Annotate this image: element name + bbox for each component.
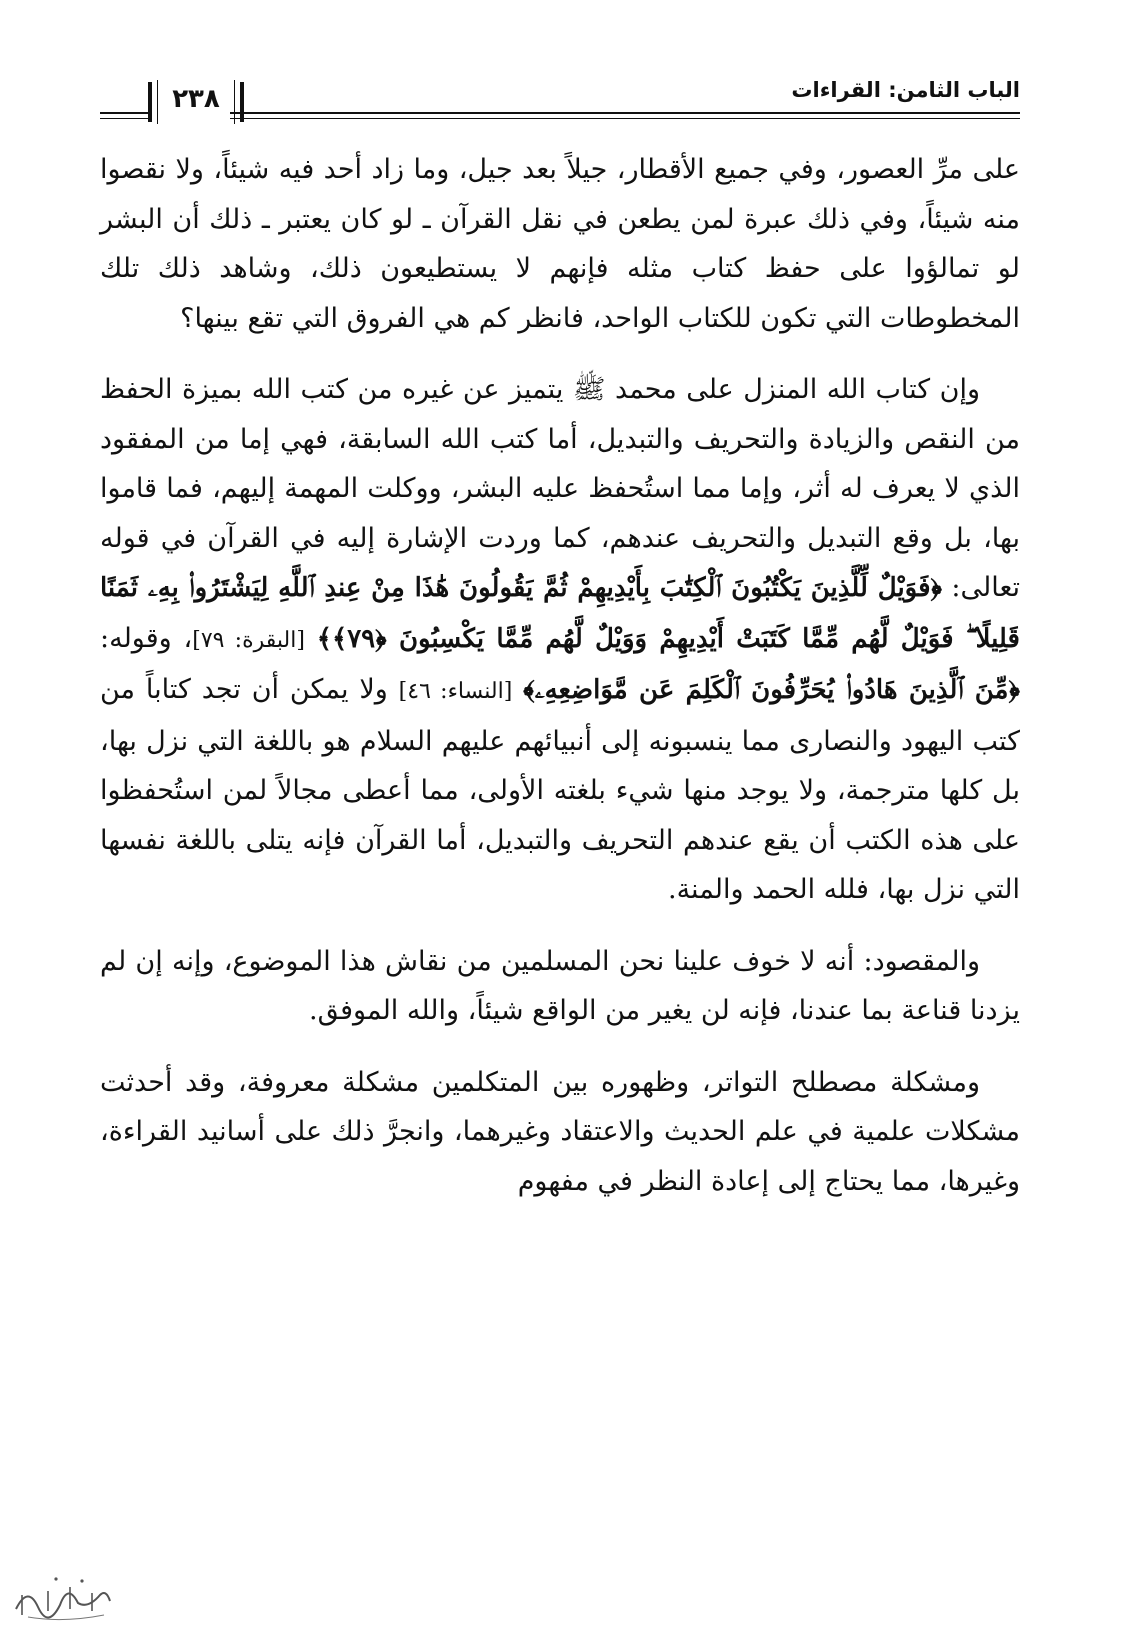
paragraph-gap (100, 915, 1020, 937)
page-header (100, 68, 1020, 128)
quran-verse-baqarah-79: ﴿فَوَيْلٌ لِّلَّذِينَ يَكْتُبُونَ ٱلْكِتَٰبَ بِأَيْدِيهِمْ ثُمَّ يَقُولُونَ هَٰذَا مِنْ عِندِ ٱللَّهِ لِيَشْتَرُوا۟ بِهِۦ ثَمَنًا قَلِيلًا ۖ فَوَيْلٌ لَّهُم مِّمَّا كَتَبَتْ أَيْدِيهِمْ وَوَيْلٌ لَّهُم مِّمَّا يَكْسِبُونَ ﴿٧٩﴾﴾ (100, 573, 1020, 654)
quran-verse-nisa-46: ﴿مِّنَ ٱلَّذِينَ هَادُوا۟ يُحَرِّفُونَ ٱلْكَلِمَ عَن مَّوَاضِعِهِۦ﴾ (523, 675, 1020, 705)
paragraph-gap (100, 343, 1020, 365)
chapter-title: الباب الثامن: القراءات (791, 78, 1020, 102)
paragraph-2-outro: ولا يمكن أن تجد كتاباً من كتب اليهود والنصارى مما ينسبونه إلى أنبيائهم عليهم السلام هو باللغة التي نزل بها، بل كلها مترجمة، ولا يوجد منها شيء بلغته الأولى، مما أعطى مجالاً لمن استُحفظوا على هذه الكتب أن يقع عندهم التحريف والتبديل، أما القرآن فإنه يتلى باللغة نفسها التي نزل بها، فلله الحمد والمنة. (100, 674, 1020, 905)
page-number: ٢٣٨ (172, 84, 220, 114)
paragraph-3: والمقصود: أنه لا خوف علينا نحن المسلمين من نقاش هذا الموضوع، وإنه إن لم يزدنا قناعة بما عندنا، فإنه لن يغير من الواقع شيئاً، والله الموفق. (100, 945, 1020, 1026)
verse-reference-baqarah: [البقرة: ٧٩] (192, 627, 305, 653)
main-text (100, 145, 1020, 1206)
header-rule-thick (230, 112, 1020, 114)
page-number-frame (148, 82, 244, 122)
paragraph-4: ومشكلة مصطلح التواتر، وظهوره بين المتكلمين مشكلة معروفة، وقد أحدثت مشكلات علمية في علم الحديث والاعتقاد وغيرهما، وانجرَّ ذلك على أسانيد القراءة، وغيرها، مما يحتاج إلى إعادة النظر في مفهوم (100, 1066, 1020, 1197)
paragraph-1: على مرِّ العصور، وفي جميع الأقطار، جيلاً بعد جيل، وما زاد أحد فيه شيئاً، ولا نقصوا منه شيئاً، وفي ذلك عبرة لمن يطعن في نقل القرآن ـ لو كان يعتبر ـ ذلك أن البشر لو تمالؤوا على حفظ كتاب مثله فإنهم لا يستطيعون ذلك، وشاهد ذلك تلك المخطوطات التي تكون للكتاب الواحد، فانظر كم هي الفروق التي تقع بينها؟ (100, 154, 1020, 334)
watermark-logo (8, 1565, 118, 1625)
paragraph-2-intro: وإن كتاب الله المنزل على محمد ﷺ يتميز عن غيره من كتب الله بميزة الحفظ من النقص والزيادة والتحريف والتبديل، أما كتب الله السابقة، فهي إما من المفقود الذي لا يعرف له أثر، وإما مما استُحفظ عليه البشر، ووكلت المهمة إليهم، فما قاموا بها، بل وقع التبديل والتحريف عندهم، كما وردت الإشارة إليه في القرآن في قوله تعالى: (100, 374, 1020, 603)
paragraph-2 (100, 365, 1020, 915)
header-rule-left-thick (100, 112, 148, 114)
header-rule-thin (230, 118, 1020, 119)
paragraph-2-mid: ، وقوله: (100, 622, 193, 654)
paragraph-gap (100, 1036, 1020, 1058)
header-rule-left-thin (100, 118, 148, 119)
verse-reference-nisa: [النساء: ٤٦] (398, 679, 513, 704)
watermark-calligraphy-icon (8, 1565, 118, 1625)
